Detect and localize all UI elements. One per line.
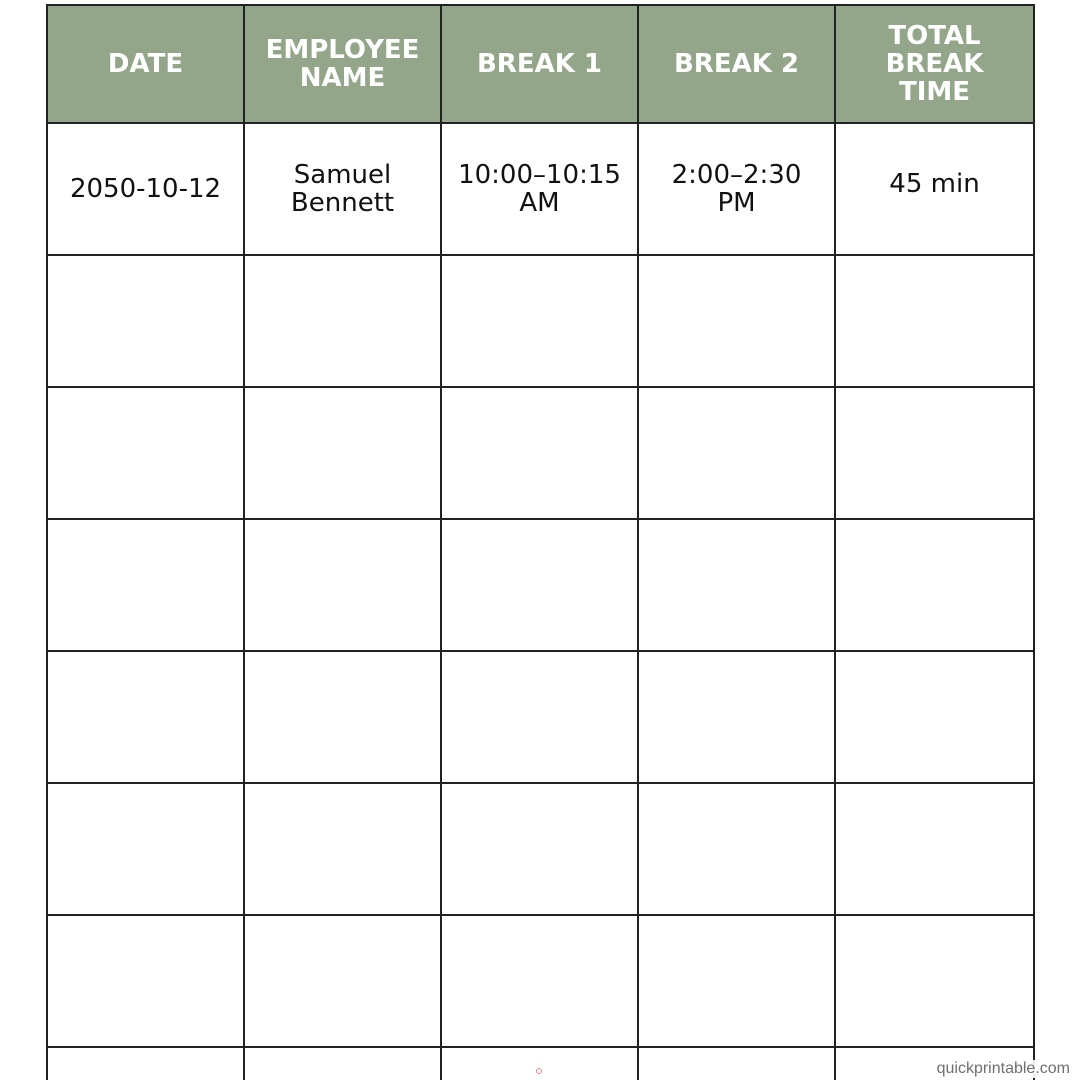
cell-break-1[interactable] xyxy=(441,783,638,915)
watermark: quickprintable.com xyxy=(936,1060,1070,1077)
cell-total-break-time[interactable] xyxy=(835,519,1034,651)
cell-break-2[interactable] xyxy=(638,519,835,651)
cell-date[interactable] xyxy=(47,255,244,387)
cell-break-1[interactable] xyxy=(441,387,638,519)
cell-date[interactable] xyxy=(47,387,244,519)
cell-employee-name[interactable] xyxy=(244,255,441,387)
cell-break-2[interactable] xyxy=(638,255,835,387)
table-row xyxy=(47,651,1034,783)
cell-break-2[interactable] xyxy=(638,651,835,783)
table-row xyxy=(47,1047,1034,1080)
cell-employee-name[interactable] xyxy=(244,651,441,783)
cell-break-1[interactable] xyxy=(441,255,638,387)
cell-break-2[interactable]: 2:00–2:30 PM xyxy=(638,123,835,255)
cell-break-2[interactable] xyxy=(638,1047,835,1080)
cell-break-1[interactable] xyxy=(441,651,638,783)
cell-date[interactable]: 2050-10-12 xyxy=(47,123,244,255)
cell-break-1[interactable]: 10:00–10:15 AM xyxy=(441,123,638,255)
cell-date[interactable] xyxy=(47,783,244,915)
cell-employee-name[interactable]: Samuel Bennett xyxy=(244,123,441,255)
cell-date[interactable] xyxy=(47,519,244,651)
cell-date[interactable] xyxy=(47,1047,244,1080)
page-marker-icon xyxy=(536,1068,542,1074)
header-break-1: BREAK 1 xyxy=(441,5,638,123)
cell-date[interactable] xyxy=(47,651,244,783)
table-row xyxy=(47,387,1034,519)
cell-date[interactable] xyxy=(47,915,244,1047)
table-row xyxy=(47,915,1034,1047)
header-total-break-time: TOTAL BREAK TIME xyxy=(835,5,1034,123)
break-log-table xyxy=(46,4,1035,1080)
cell-employee-name[interactable] xyxy=(244,387,441,519)
table-row xyxy=(47,123,1034,255)
cell-break-1[interactable] xyxy=(441,915,638,1047)
header-row xyxy=(47,5,1034,123)
header-employee-name: EMPLOYEE NAME xyxy=(244,5,441,123)
cell-employee-name[interactable] xyxy=(244,1047,441,1080)
cell-total-break-time[interactable] xyxy=(835,915,1034,1047)
cell-break-1[interactable] xyxy=(441,1047,638,1080)
cell-break-2[interactable] xyxy=(638,915,835,1047)
table-row xyxy=(47,255,1034,387)
cell-employee-name[interactable] xyxy=(244,915,441,1047)
cell-break-2[interactable] xyxy=(638,387,835,519)
cell-employee-name[interactable] xyxy=(244,519,441,651)
cell-total-break-time[interactable]: 45 min xyxy=(835,123,1034,255)
cell-employee-name[interactable] xyxy=(244,783,441,915)
header-break-2: BREAK 2 xyxy=(638,5,835,123)
cell-total-break-time[interactable] xyxy=(835,651,1034,783)
cell-total-break-time[interactable] xyxy=(835,783,1034,915)
cell-break-1[interactable] xyxy=(441,519,638,651)
header-date: DATE xyxy=(47,5,244,123)
cell-total-break-time[interactable] xyxy=(835,387,1034,519)
cell-total-break-time[interactable] xyxy=(835,255,1034,387)
table-row xyxy=(47,519,1034,651)
cell-break-2[interactable] xyxy=(638,783,835,915)
table-row xyxy=(47,783,1034,915)
